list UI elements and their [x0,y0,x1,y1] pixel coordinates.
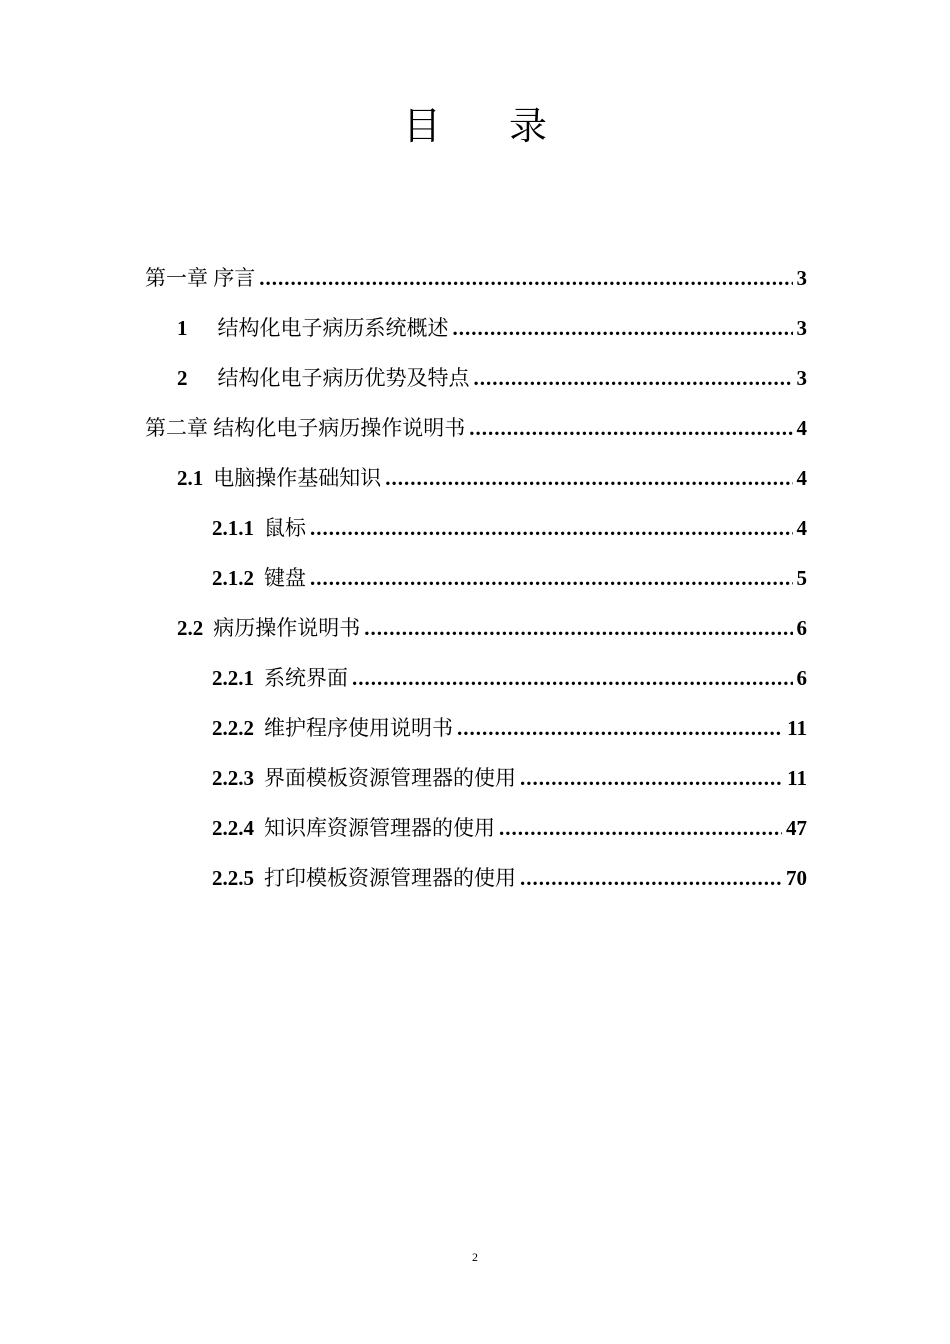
toc-entry-text: 病历操作说明书 [213,616,361,640]
toc-leader-dots [310,566,793,591]
toc-entry-page: 11 [787,766,807,790]
toc-entry-number: 2.2.2 [212,716,254,740]
toc-entry-number: 2.2.1 [212,666,254,690]
toc-leader-dots [385,466,792,491]
toc-entry[interactable] [145,712,807,762]
toc-entry[interactable] [145,362,807,412]
toc-leader-dots [499,816,782,841]
toc-entry-page: 5 [796,566,807,590]
toc-entry-page: 4 [796,516,807,540]
toc-entry-number: 2.2.4 [212,816,254,840]
toc-leader-dots [474,366,793,391]
toc-leader-dots [259,266,792,291]
toc-entry[interactable] [145,262,807,312]
toc-entry-text: 维护程序使用说明书 [264,716,453,740]
toc-leader-dots [520,866,782,891]
toc-entry-text: 电脑操作基础知识 [213,466,382,490]
toc-entry-number: 2.1.1 [212,516,254,540]
toc-leader-dots [364,616,792,641]
toc-entry-page: 6 [796,616,807,640]
toc-entry-text: 界面模板资源管理器的使用 [264,766,516,790]
toc-leader-dots [310,516,793,541]
toc-entry-text: 第一章 序言 [145,266,256,290]
toc-entry-text: 知识库资源管理器的使用 [264,816,495,840]
toc-entry-page: 6 [796,666,807,690]
toc-entry-text: 鼠标 [264,516,306,540]
toc-entry[interactable] [145,512,807,562]
toc-entry-number: 2.2.5 [212,866,254,890]
toc-entry[interactable] [145,762,807,812]
toc-entry[interactable] [145,412,807,462]
toc-entry-number: 2.1 [177,466,204,490]
toc-entry[interactable] [145,812,807,862]
toc-entry[interactable] [145,612,807,662]
toc-entry[interactable] [145,662,807,712]
toc-entry-number: 2 [177,366,188,390]
toc-leader-dots [453,316,793,341]
toc-entry-label [212,712,453,742]
toc-entry-page: 3 [796,266,807,290]
toc-leader-dots [520,766,783,791]
toc-entry-label [177,312,449,342]
toc-entry-page: 3 [796,366,807,390]
toc-entry-label [177,462,381,492]
page-number: 2 [472,1250,478,1264]
toc-entry-number: 2.2.3 [212,766,254,790]
toc-entry-page: 4 [796,416,807,440]
toc-entry-page: 4 [796,466,807,490]
toc-entry-label [212,812,495,842]
toc-entry-label [177,612,360,642]
toc-entry-label [145,262,255,292]
toc-entry-number: 2.2 [177,616,204,640]
toc-leader-dots [457,716,783,741]
toc-entry-label [212,562,306,592]
toc-entry-number: 1 [177,316,188,340]
toc-entry-label [145,412,465,442]
toc-entry-number: 2.1.2 [212,566,254,590]
title-char-1: 目 [402,106,441,148]
toc-entry-text: 键盘 [264,566,306,590]
toc-entry-label [212,862,516,892]
toc-entry-text: 第二章 结构化电子病历操作说明书 [145,416,466,440]
toc-entry[interactable] [145,312,807,362]
toc-entry-page: 11 [787,716,807,740]
table-of-contents [145,262,807,912]
toc-entry-label [212,512,306,542]
toc-entry-label [177,362,470,392]
toc-entry-page: 47 [786,816,807,840]
toc-entry-page: 3 [796,316,807,340]
title-char-2: 录 [509,106,548,148]
toc-entry-text: 打印模板资源管理器的使用 [264,866,516,890]
toc-leader-dots [352,666,793,691]
toc-leader-dots [469,416,792,441]
toc-entry[interactable] [145,462,807,512]
toc-entry-text: 系统界面 [264,666,348,690]
page-title [0,95,950,150]
toc-entry-label [212,762,516,792]
toc-entry-text: 结构化电子病历系统概述 [217,316,449,340]
toc-entry-text: 结构化电子病历优势及特点 [217,366,470,390]
toc-entry[interactable] [145,862,807,912]
toc-entry-page: 70 [786,866,807,890]
toc-entry[interactable] [145,562,807,612]
toc-entry-label [212,662,348,692]
